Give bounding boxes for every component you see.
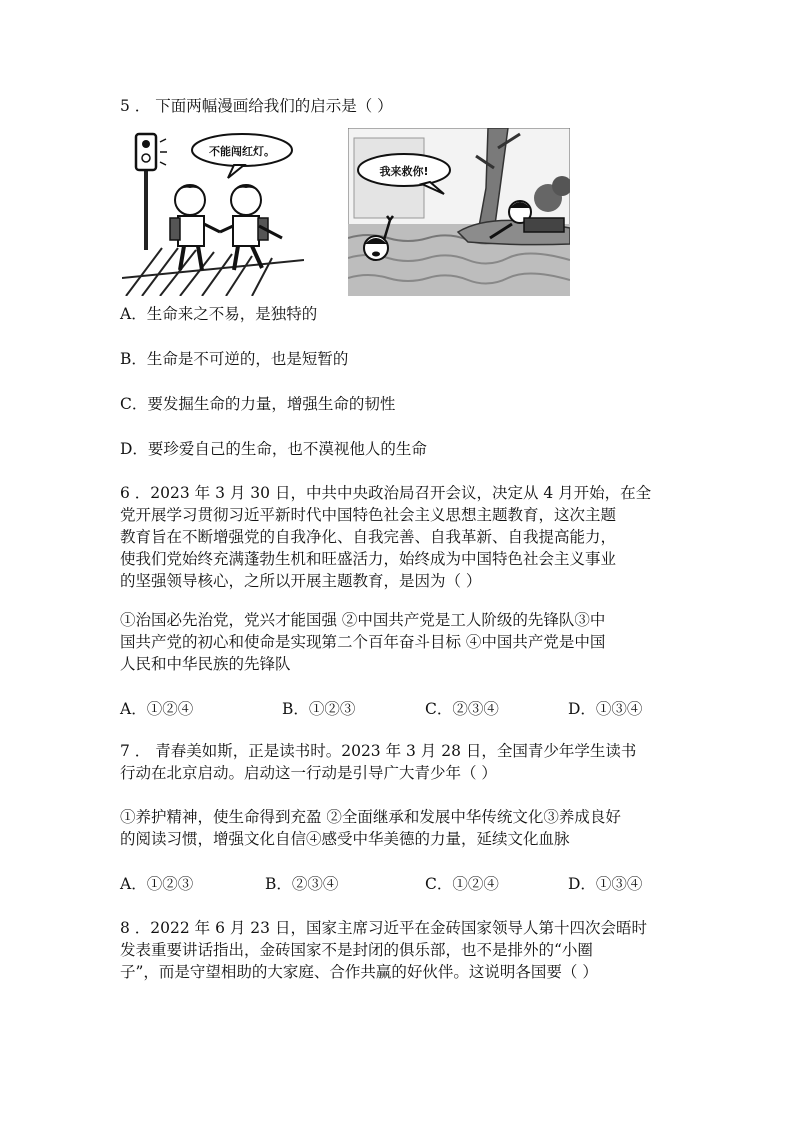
q6-stem-line: 6 ．2023 年 3 月 30 日，中共中央政治局召开会议，决定从 4 月开始，在全 <box>120 484 652 502</box>
comic-rescue-drawing <box>348 128 570 296</box>
comic-crosswalk-drawing <box>122 128 304 296</box>
q5-option-c: C．要发掘生命的力量，增强生命的韧性 <box>120 395 396 413</box>
q7-statement-line: 的阅读习惯，增强文化自信④感受中华美德的力量，延续文化血脉 <box>120 830 570 848</box>
q8-stem-line: 发表重要讲话指出，金砖国家不是封闭的俱乐部，也不是排外的“小圈 <box>120 941 593 959</box>
q5-comics <box>122 128 570 296</box>
q7-stem-line: 7 ． 青春美如斯，正是读书时。2023 年 3 月 28 日，全国青少年学生读书 <box>120 742 637 760</box>
q7-statement-line: ①养护精神，使生命得到充盈 ②全面继承和发展中华传统文化③养成良好 <box>120 808 621 826</box>
comic-rescue <box>348 128 570 296</box>
q5-stem: 5 ． 下面两幅漫画给我们的启示是（ ） <box>120 97 393 115</box>
q6-stem-line: 教育旨在不断增强党的自我净化、自我完善、自我革新、自我提高能力， <box>120 528 617 546</box>
q6-statement-line: 人民和中华民族的先锋队 <box>120 655 291 673</box>
q7-choice-b: B．②③④ <box>265 875 339 893</box>
q7-choice-a: A．①②③ <box>120 875 194 893</box>
comic-crosswalk <box>122 128 304 296</box>
q5-option-b: B．生命是不可逆的，也是短暂的 <box>120 350 349 368</box>
q7-choice-c: C．①②④ <box>425 875 499 893</box>
q6-choice-b: B．①②③ <box>282 700 356 718</box>
q6-choice-c: C．②③④ <box>425 700 499 718</box>
q5-option-a: A．生命来之不易，是独特的 <box>120 305 318 323</box>
q6-statement-line: ①治国必先治党，党兴才能国强 ②中国共产党是工人阶级的先锋队③中 <box>120 611 606 629</box>
q6-stem-line: 党开展学习贯彻习近平新时代中国特色社会主义思想主题教育，这次主题 <box>120 506 617 524</box>
q6-stem-line: 的坚强领导核心，之所以开展主题教育，是因为（ ） <box>120 572 482 590</box>
q8-stem-line: 8 ．2022 年 6 月 23 日，国家主席习近平在金砖国家领导人第十四次会晤时 <box>120 919 647 937</box>
q7-choice-d: D．①③④ <box>568 875 643 893</box>
comic2-bubble-text: 我来救你! <box>379 165 429 178</box>
q8-stem-line: 子”，而是守望相助的大家庭、合作共赢的好伙伴。这说明各国要（ ） <box>120 963 598 981</box>
q6-stem-line: 使我们党始终充满蓬勃生机和旺盛活力，始终成为中国特色社会主义事业 <box>120 550 617 568</box>
q6-choice-d: D．①③④ <box>568 700 643 718</box>
q7-stem-line: 行动在北京启动。启动这一行动是引导广大青少年（ ） <box>120 764 497 782</box>
q6-statement-line: 国共产党的初心和使命是实现第二个百年奋斗目标 ④中国共产党是中国 <box>120 633 606 651</box>
q5-option-d: D．要珍爱自己的生命，也不漠视他人的生命 <box>120 440 427 458</box>
comic1-bubble-text: 不能闯红灯。 <box>209 145 275 158</box>
q6-choice-a: A．①②④ <box>120 700 194 718</box>
